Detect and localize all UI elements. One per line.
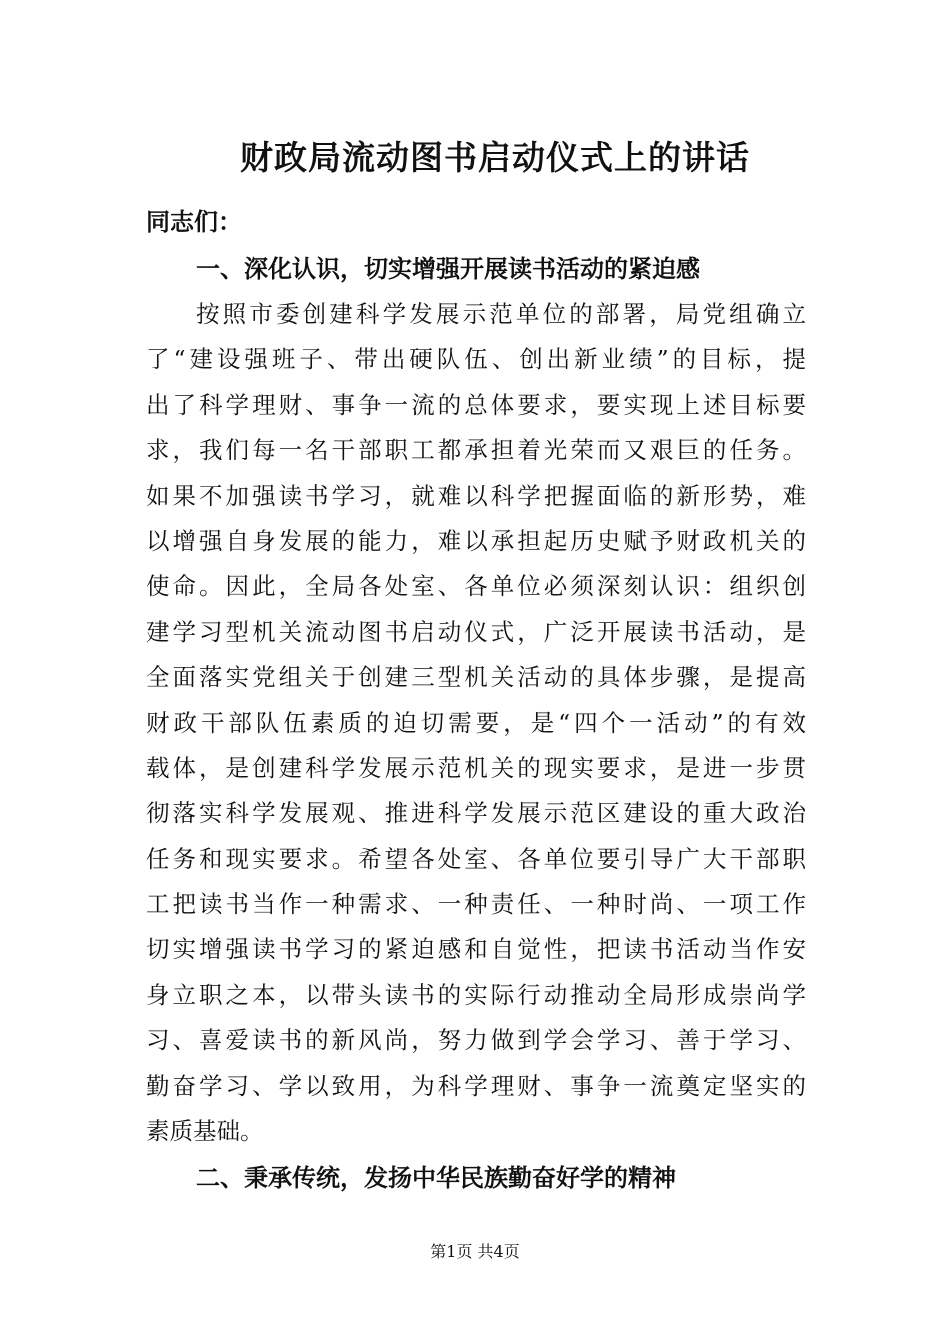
paragraph-line: 建学习型机关流动图书启动仪式，广泛开展读书活动，是	[146, 617, 806, 646]
paragraph-line: 切实增强读书学习的紧迫感和自觉性，把读书活动当作安	[146, 935, 806, 964]
paragraph-line: 求，我们每一名干部职工都承担着光荣而又艰巨的任务。	[146, 436, 806, 465]
paragraph-line: 按照市委创建科学发展示范单位的部署，局党组确立	[196, 300, 806, 328]
paragraph-line: 如果不加强读书学习，就难以科学把握面临的新形势，难	[146, 481, 806, 510]
section-heading-1: 一、深化认识，切实增强开展读书活动的紧迫感	[196, 254, 700, 283]
paragraph-line: 以增强自身发展的能力，难以承担起历史赋予财政机关的	[146, 526, 806, 555]
page-number-footer: 第1页 共4页	[430, 1242, 520, 1261]
paragraph-line: 财政干部队伍素质的迫切需要，是“四个一活动”的有效	[146, 708, 806, 737]
paragraph-line: 全面落实党组关于创建三型机关活动的具体步骤，是提高	[146, 663, 806, 692]
paragraph-line: 任务和现实要求。希望各处室、各单位要引导广大干部职	[146, 844, 806, 873]
salutation: 同志们：	[146, 207, 242, 236]
paragraph-line: 勤奋学习、学以致用，为科学理财、事争一流奠定坚实的	[146, 1071, 806, 1100]
paragraph-line: 工把读书当作一种需求、一种责任、一种时尚、一项工作	[146, 890, 806, 919]
paragraph-line: 使命。因此，全局各处室、各单位必须深刻认识：组织创	[146, 572, 806, 601]
paragraph-line: 了“建设强班子、带出硬队伍、创出新业绩”的目标，提	[146, 345, 806, 374]
paragraph-line: 出了科学理财、事争一流的总体要求，要实现上述目标要	[146, 390, 806, 419]
section-1-paragraph	[146, 292, 806, 1154]
paragraph-line: 习、喜爱读书的新风尚，努力做到学会学习、善于学习、	[146, 1026, 806, 1055]
document-title: 财政局流动图书启动仪式上的讲话	[240, 138, 750, 177]
paragraph-line: 素质基础。	[146, 1117, 264, 1146]
paragraph-line: 身立职之本，以带头读书的实际行动推动全局形成崇尚学	[146, 980, 806, 1009]
section-heading-2: 二、秉承传统，发扬中华民族勤奋好学的精神	[196, 1163, 676, 1192]
paragraph-line: 载体，是创建科学发展示范机关的现实要求，是进一步贯	[146, 753, 806, 782]
paragraph-line: 彻落实科学发展观、推进科学发展示范区建设的重大政治	[146, 799, 806, 828]
